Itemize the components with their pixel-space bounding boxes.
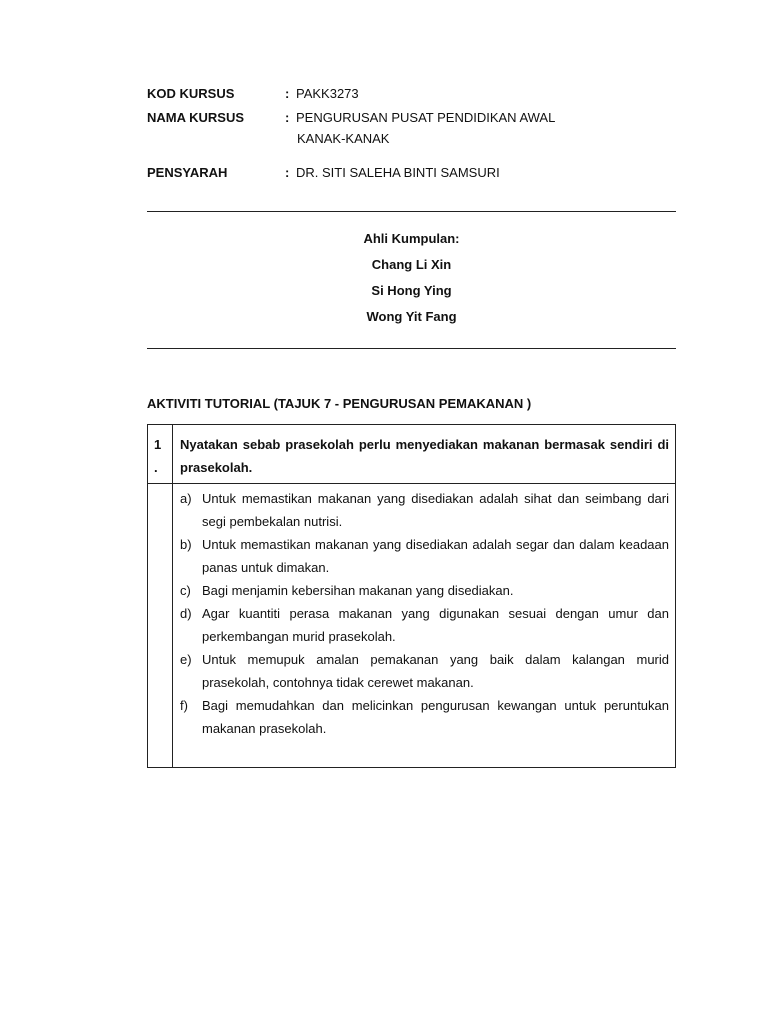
- table-column-divider: [172, 425, 173, 767]
- answer-letter: d): [180, 606, 192, 621]
- answer-text: Agar kuantiti perasa makanan yang digunakan sesuai dengan umur dan perkembangan murid prasekolah.: [202, 606, 669, 644]
- course-name-value-line1: PENGURUSAN PUSAT PENDIDIKAN AWAL: [296, 110, 556, 125]
- top-divider: [147, 211, 676, 212]
- answer-text: Untuk memastikan makanan yang disediakan adalah segar dan dalam keadaan panas untuk dimakan.: [202, 537, 669, 575]
- answer-letter: b): [180, 537, 192, 552]
- lecturer-value: DR. SITI SALEHA BINTI SAMSURI: [296, 165, 500, 180]
- list-item: [180, 579, 669, 602]
- activity-title: AKTIVITI TUTORIAL (TAJUK 7 - PENGURUSAN PEMAKANAN ): [147, 396, 532, 411]
- member-name: Si Hong Ying: [371, 283, 452, 298]
- course-name-label: NAMA KURSUS: [147, 110, 245, 125]
- course-code-colon: :: [285, 86, 290, 101]
- question-table: [147, 424, 676, 768]
- answer-text: Untuk memupuk amalan pemakanan yang baik dalam kalangan murid prasekolah, contohnya tidak cerewet makanan.: [202, 652, 669, 690]
- answer-list: [180, 487, 669, 740]
- list-item: [180, 533, 669, 579]
- answer-text: Untuk memastikan makanan yang disediakan adalah sihat dan seimbang dari segi pembekalan nutrisi.: [202, 491, 669, 529]
- list-item: [180, 602, 669, 648]
- group-heading: Ahli Kumpulan:: [363, 231, 460, 246]
- course-name-colon: :: [285, 110, 290, 125]
- answer-text: Bagi memudahkan dan melicinkan pengurusan kewangan untuk peruntukan makanan prasekolah.: [202, 698, 669, 736]
- course-code-label: KOD KURSUS: [147, 86, 235, 101]
- group-members: [147, 230, 676, 334]
- course-code-value: PAKK3273: [296, 86, 359, 101]
- lecturer-colon: :: [285, 165, 290, 180]
- table-row-divider: [148, 483, 675, 484]
- list-item: [180, 648, 669, 694]
- answer-letter: e): [180, 652, 192, 667]
- list-item: [180, 694, 669, 740]
- answer-letter: c): [180, 583, 191, 598]
- lecturer-label: PENSYARAH: [147, 165, 228, 180]
- member-name: Chang Li Xin: [371, 257, 452, 272]
- answer-text: Bagi menjamin kebersihan makanan yang disediakan.: [202, 583, 514, 598]
- question-number: 1 .: [154, 437, 162, 475]
- answer-letter: a): [180, 491, 192, 506]
- course-name-value-line2: KANAK-KANAK: [297, 131, 390, 146]
- list-item: [180, 487, 669, 533]
- answer-letter: f): [180, 698, 188, 713]
- member-name: Wong Yit Fang: [366, 309, 457, 324]
- question-text: Nyatakan sebab prasekolah perlu menyediakan makanan bermasak sendiri di prasekolah.: [180, 437, 669, 475]
- bottom-divider: [147, 348, 676, 349]
